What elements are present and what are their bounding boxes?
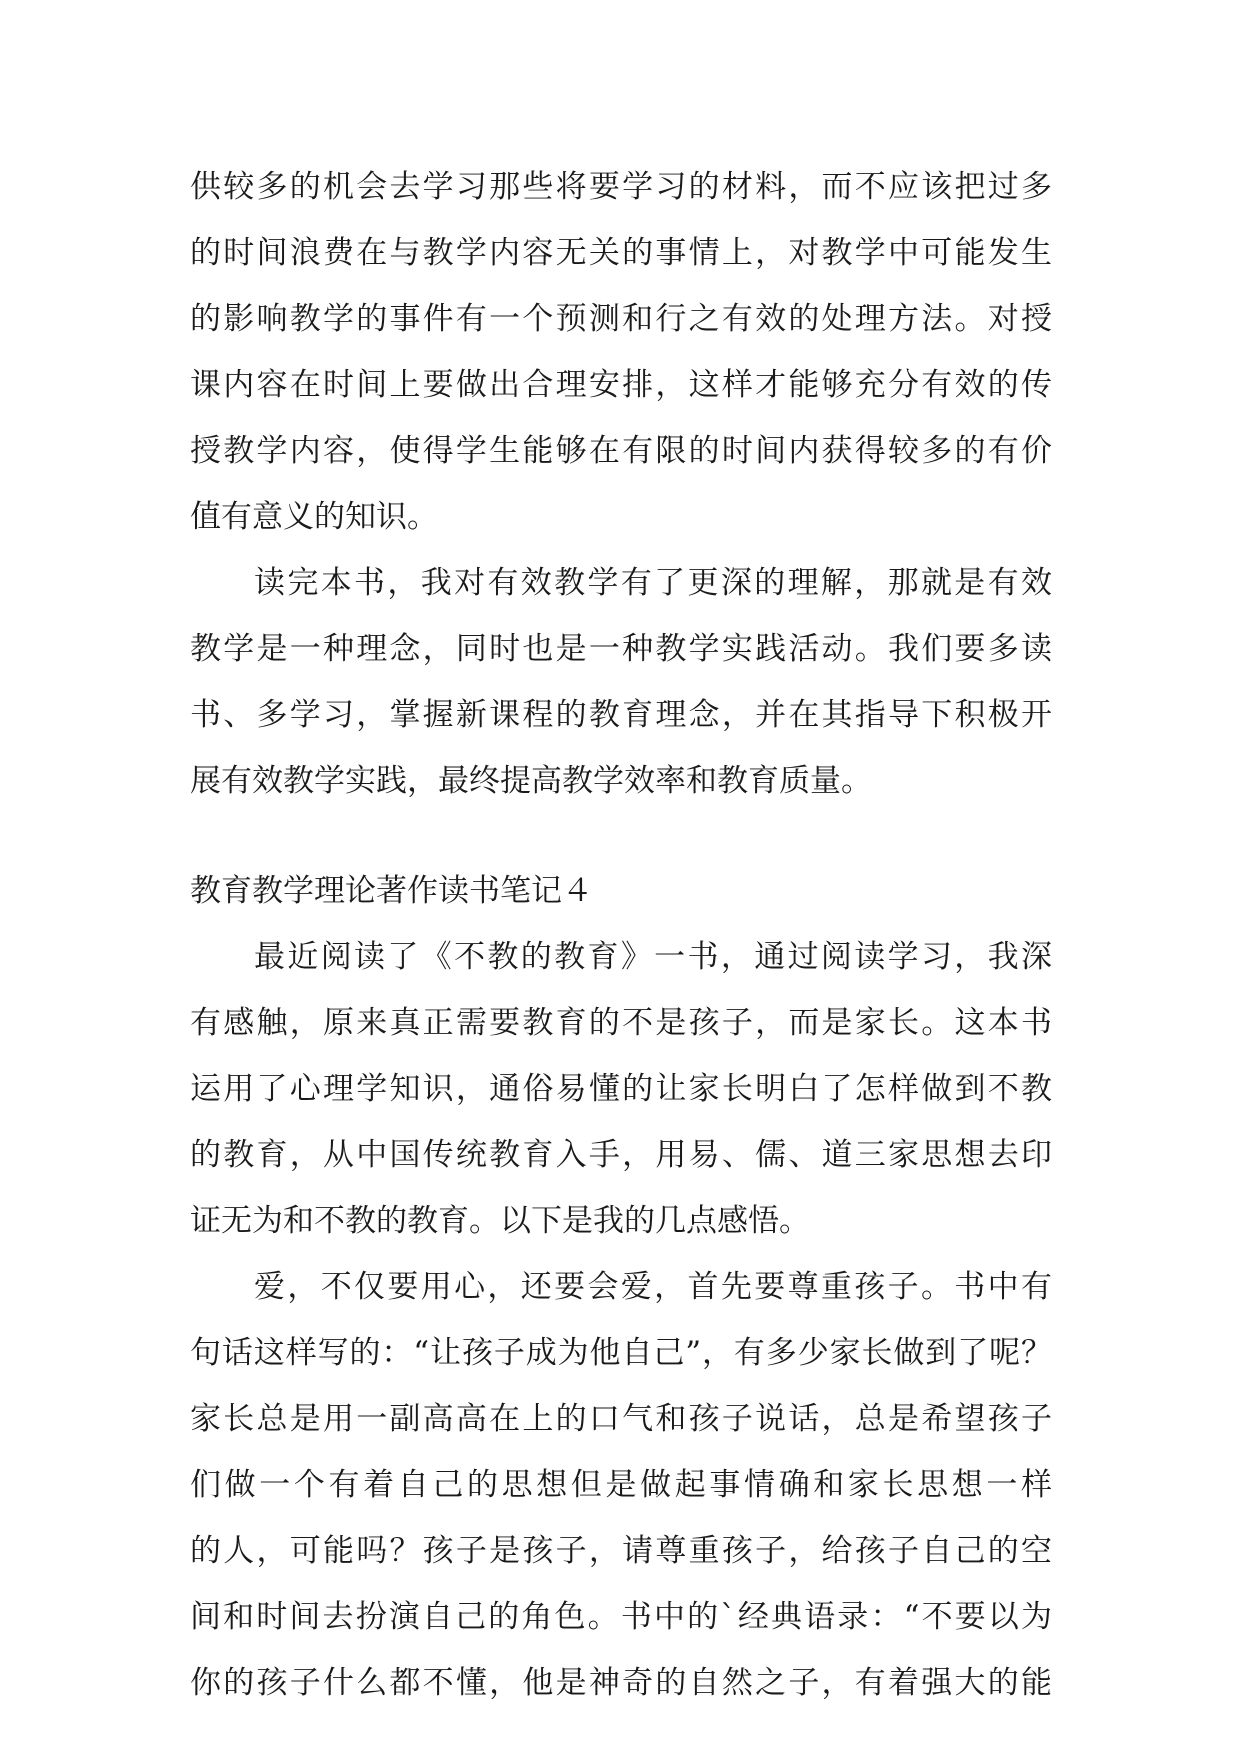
text-line: 爱，不仅要用心，还要会爱，首先要尊重孩子。书中有 bbox=[254, 1269, 1052, 1305]
text-line: 的人，可能吗？孩子是孩子，请尊重孩子，给孩子自己的空 bbox=[190, 1533, 1052, 1569]
text-line: 课内容在时间上要做出合理安排，这样才能够充分有效的传 bbox=[190, 367, 1052, 403]
text-line: 的教育，从中国传统教育入手，用易、儒、道三家思想去印 bbox=[190, 1137, 1052, 1173]
text-line: 们做一个有着自己的思想但是做起事情确和家长思想一样 bbox=[190, 1467, 1052, 1503]
text-line: 运用了心理学知识，通俗易懂的让家长明白了怎样做到不教 bbox=[190, 1071, 1052, 1107]
text-line: 间和时间去扮演自己的角色。书中的`经典语录：“不要以为 bbox=[190, 1599, 1052, 1635]
text-line: 句话这样写的：“让孩子成为他自己”，有多少家长做到了呢？ bbox=[190, 1335, 1052, 1371]
text-line: 的时间浪费在与教学内容无关的事情上，对教学中可能发生 bbox=[190, 235, 1052, 271]
paragraph bbox=[190, 165, 1052, 539]
text-line: 你的孩子什么都不懂，他是神奇的自然之子，有着强大的能 bbox=[190, 1665, 1052, 1701]
text-line: 授教学内容，使得学生能够在有限的时间内获得较多的有价 bbox=[190, 433, 1052, 469]
paragraph bbox=[190, 561, 1052, 803]
section-heading: 教育教学理论著作读书笔记４ bbox=[190, 873, 593, 909]
text-line: 证无为和不教的教育。以下是我的几点感悟。 bbox=[190, 1203, 810, 1239]
text-line: 值有意义的知识。 bbox=[190, 499, 438, 535]
text-line: 家长总是用一副高高在上的口气和孩子说话，总是希望孩子 bbox=[190, 1401, 1052, 1437]
text-line: 的影响教学的事件有一个预测和行之有效的处理方法。对授 bbox=[190, 301, 1052, 337]
text-line: 书、多学习，掌握新课程的教育理念，并在其指导下积极开 bbox=[190, 697, 1052, 733]
text-line: 最近阅读了《不教的教育》一书，通过阅读学习，我深 bbox=[254, 939, 1052, 975]
text-line: 读完本书，我对有效教学有了更深的理解，那就是有效 bbox=[254, 565, 1052, 601]
paragraph bbox=[190, 1265, 1052, 1705]
document-body bbox=[190, 165, 1052, 1727]
paragraph bbox=[190, 935, 1052, 1243]
text-line: 展有效教学实践，最终提高教学效率和教育质量。 bbox=[190, 763, 872, 799]
text-line: 供较多的机会去学习那些将要学习的材料，而不应该把过多 bbox=[190, 169, 1052, 205]
text-line: 教学是一种理念，同时也是一种教学实践活动。我们要多读 bbox=[190, 631, 1052, 667]
text-line: 有感触，原来真正需要教育的不是孩子，而是家长。这本书 bbox=[190, 1005, 1052, 1041]
blank-line bbox=[190, 825, 1052, 869]
